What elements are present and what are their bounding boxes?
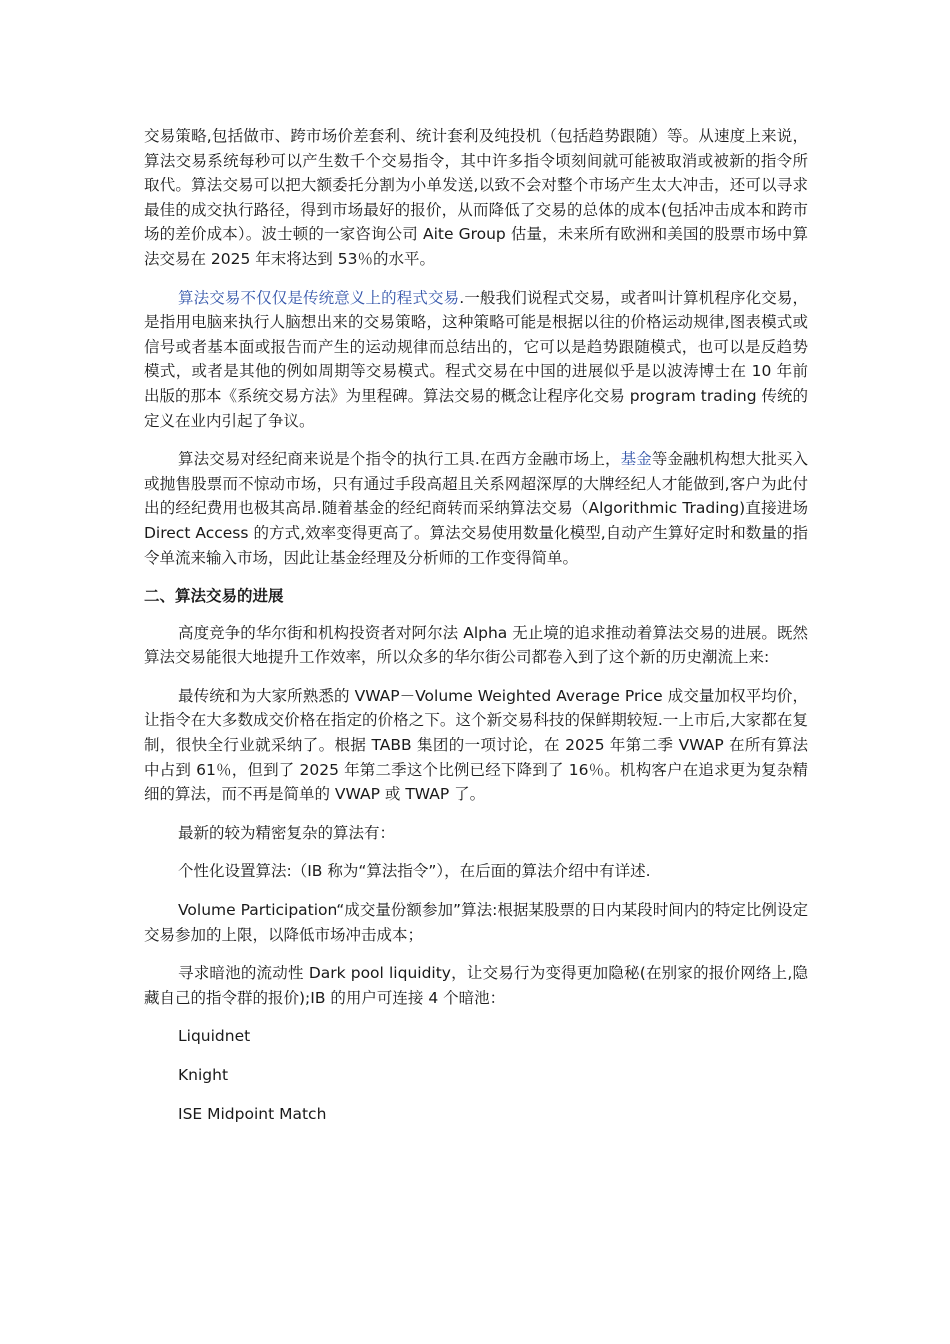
paragraph-broker-tool <box>144 447 808 570</box>
section-heading: 二、算法交易的进展 <box>144 587 284 606</box>
paragraph-program-trading-text: .一般我们说程式交易，或者叫计算机程序化交易，是指用电脑来执行人脑想出来的交易策略，这种策略可能是根据以往的价格运动规律,图表模式或信号或者基本面或报告而产生的运动规律而总结出的，它可以是趋势跟随模式，也可以是反趋势模式，或者是其他的例如周期等交易模式。程式交易在中国的进展似乎是以波涛博士在 10 年前出版的那本《系统交易方法》为里程碑。算法交易的概念让程序化交易 program trading 传统的定义在业内引起了争议。 <box>144 288 808 430</box>
dark-pool-item: Liquidnet <box>178 1027 251 1046</box>
link-program-trading[interactable]: 算法交易不仅仅是传统意义上的程式交易 <box>178 288 460 307</box>
paragraph-custom-algorithms: 个性化设置算法:（IB 称为“算法指令”），在后面的算法介绍中有详述. <box>178 862 651 881</box>
paragraph-broker-tool-text-a: 算法交易对经纪商来说是个指令的执行工具.在西方金融市场上， <box>178 450 621 469</box>
document-page <box>144 124 808 1140</box>
paragraph-wall-street: 高度竞争的华尔街和机构投资者对阿尔法 Alpha 无止境的追求推动着算法交易的进展。既然算法交易能很大地提升工作效率，所以众多的华尔街公司都卷入到了这个新的历史潮流上来: <box>144 623 808 667</box>
paragraph-vwap: 最传统和为大家所熟悉的 VWAP－Volume Weighted Average Price 成交量加权平均价，让指令在大多数成交价格在指定的价格之下。这个新交易科技的保鲜期较短.一上市后,大家都在复制，很快全行业就采纳了。根据 TABB 集团的一项讨论，在 2025 年第二季 VWAP 在所有算法中占到 61％，但到了 2025 年第二季这个比例已经下降到了 16％。机构客户在追求更为复杂精细的算法，而不再是简单的 VWAP 或 TWAP 了。 <box>144 686 808 804</box>
paragraph-latest-algorithms: 最新的较为精密复杂的算法有： <box>178 823 396 842</box>
dark-pool-item: Knight <box>178 1066 229 1084</box>
paragraph-broker-tool-text-b: 等金融机构想大批买入或抛售股票而不惊动市场，只有通过手段高超且关系网超深厚的大牌经纪人才能做到,客户为此付出的经纪费用也极其高昂.随着基金的经纪商转而采纳算法交易（Algorithmic Trading)直接进场 Direct Access 的方式,效率变得更高了。算法交易使用数量化模型,自动产生算好定时和数量的指令单流来输入市场，因此让基金经理及分析师的工作变得简单。 <box>144 450 808 567</box>
paragraph-dark-pool: 寻求暗池的流动性 Dark pool liquidity，让交易行为变得更加隐秘(在别家的报价网络上,隐藏自己的指令群的报价);IB 的用户可连接 4 个暗池： <box>144 964 808 1007</box>
dark-pool-item: ISE Midpoint Match <box>178 1104 327 1123</box>
paragraph-program-trading <box>144 286 808 434</box>
paragraph-trading-strategies: 交易策略,包括做市、跨市场价差套利、统计套利及纯投机（包括趋势跟随）等。从速度上来说，算法交易系统每秒可以产生数千个交易指令，其中许多指令顷刻间就可能被取消或被新的指令所取代。算法交易可以把大额委托分割为小单发送,以致不会对整个市场产生太大冲击，还可以寻求最佳的成交执行路径，得到市场最好的报价，从而降低了交易的总体的成本(包括冲击成本和跨市场的差价成本）。波士顿的一家咨询公司 Aite Group 估量，未来所有欧洲和美国的股票市场中算法交易在 2025 年末将达到 53％的水平。 <box>144 127 808 268</box>
paragraph-volume-participation: Volume Participation“成交量份额参加”算法:根据某股票的日内某段时间内的特定比例设定交易参加的上限，以降低市场冲击成本； <box>144 901 808 944</box>
link-fund[interactable]: 基金 <box>620 450 652 469</box>
